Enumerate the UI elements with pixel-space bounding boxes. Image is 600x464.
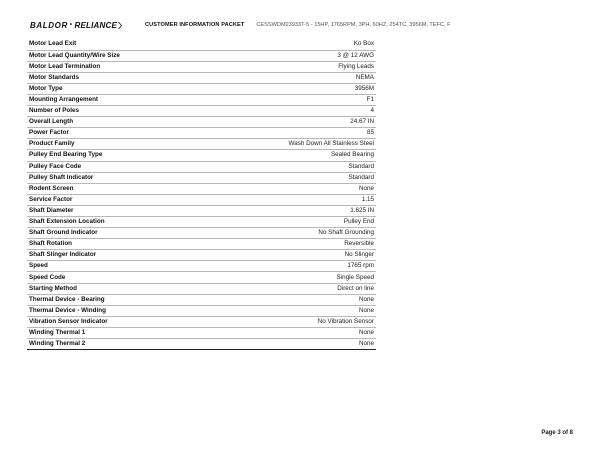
spec-label: Overall Length: [27, 117, 207, 128]
spec-row: [27, 205, 376, 216]
spec-label: Thermal Device - Bearing: [27, 294, 207, 305]
spec-table: [27, 39, 376, 350]
spec-value: 1.625 IN: [207, 205, 376, 216]
spec-value: None: [207, 327, 376, 338]
spec-label: Vibration Sensor Indicator: [27, 316, 207, 327]
spec-value: Standard: [207, 172, 376, 183]
spec-label: Thermal Device - Winding: [27, 305, 207, 316]
spec-label: Motor Lead Exit: [27, 39, 207, 50]
spec-label: Starting Method: [27, 283, 207, 294]
spec-label: Motor Lead Quantity/Wire Size: [27, 50, 207, 61]
spec-value: None: [207, 294, 376, 305]
spec-row: [27, 117, 376, 128]
spec-value: 24.67 IN: [207, 117, 376, 128]
spec-row: [27, 339, 376, 350]
spec-label: Mounting Arrangement: [27, 94, 207, 105]
spec-label: Product Family: [27, 139, 207, 150]
spec-label: Service Factor: [27, 194, 207, 205]
spec-row: [27, 272, 376, 283]
spec-value: Pulley End: [207, 217, 376, 228]
document-title: CUSTOMER INFORMATION PACKET: [145, 22, 245, 28]
spec-label: Motor Type: [27, 83, 207, 94]
spec-label: Winding Thermal 2: [27, 339, 207, 350]
spec-value: Single Speed: [207, 272, 376, 283]
spec-row: [27, 294, 376, 305]
spec-row: [27, 239, 376, 250]
spec-value: Wash Down All Stainless Steel: [207, 139, 376, 150]
spec-row: [27, 61, 376, 72]
spec-label: Power Factor: [27, 128, 207, 139]
spec-value: None: [207, 183, 376, 194]
spec-row: [27, 316, 376, 327]
spec-row: [27, 305, 376, 316]
page-number: Page 3 of 8: [541, 430, 573, 436]
spec-row: [27, 150, 376, 161]
spec-value: Flying Leads: [207, 61, 376, 72]
spec-label: Shaft Rotation: [27, 239, 207, 250]
spec-value: Reversible: [207, 239, 376, 250]
spec-row: [27, 128, 376, 139]
spec-label: Shaft Extension Location: [27, 217, 207, 228]
spec-label: Motor Standards: [27, 72, 207, 83]
logo-arrow-icon: [118, 22, 123, 29]
logo-reliance-text: RELIANCE: [74, 20, 118, 30]
spec-table-body: [27, 39, 376, 350]
spec-label: Motor Lead Termination: [27, 61, 207, 72]
spec-value: Standard: [207, 161, 376, 172]
spec-row: [27, 194, 376, 205]
spec-row: [27, 39, 376, 50]
spec-label: Shaft Slinger Indicator: [27, 250, 207, 261]
spec-value: 3 @ 12 AWG: [207, 50, 376, 61]
spec-label: Pulley End Bearing Type: [27, 150, 207, 161]
spec-label: Number of Poles: [27, 106, 207, 117]
spec-value: No Vibration Sensor: [207, 316, 376, 327]
spec-value: Ko Box: [207, 39, 376, 50]
spec-label: Speed: [27, 261, 207, 272]
spec-value: None: [207, 339, 376, 350]
spec-row: [27, 172, 376, 183]
spec-value: 85: [207, 128, 376, 139]
spec-row: [27, 261, 376, 272]
spec-value: None: [207, 305, 376, 316]
spec-row: [27, 94, 376, 105]
logo-baldor-text: BALDOR: [30, 20, 68, 30]
spec-row: [27, 327, 376, 338]
spec-label: Winding Thermal 1: [27, 327, 207, 338]
spec-row: [27, 228, 376, 239]
spec-label: Shaft Diameter: [27, 205, 207, 216]
spec-row: [27, 183, 376, 194]
spec-row: [27, 106, 376, 117]
spec-value: NEMA: [207, 72, 376, 83]
spec-value: No Slinger: [207, 250, 376, 261]
spec-label: Rodent Screen: [27, 183, 207, 194]
spec-row: [27, 217, 376, 228]
brand-logo: [30, 21, 123, 30]
spec-value: 1.15: [207, 194, 376, 205]
spec-value: No Shaft Grounding: [207, 228, 376, 239]
spec-row: [27, 283, 376, 294]
spec-row: [27, 72, 376, 83]
page-header: [30, 18, 590, 32]
spec-label: Speed Code: [27, 272, 207, 283]
spec-row: [27, 83, 376, 94]
spec-value: 4: [207, 106, 376, 117]
spec-row: [27, 50, 376, 61]
spec-row: [27, 161, 376, 172]
spec-row: [27, 139, 376, 150]
spec-label: Pulley Face Code: [27, 161, 207, 172]
spec-value: F1: [207, 94, 376, 105]
spec-value: 1765 rpm: [207, 261, 376, 272]
spec-value: Direct on line: [207, 283, 376, 294]
spec-label: Pulley Shaft Indicator: [27, 172, 207, 183]
logo-dot-separator: •: [69, 22, 73, 28]
document-subtitle: CESSWDM23933T-5 - 15HP, 1765RPM, 3PH, 60HZ, 254TC, 3956M, TEFC, F: [256, 22, 451, 28]
spec-label: Shaft Ground Indicator: [27, 228, 207, 239]
spec-value: 3956M: [207, 83, 376, 94]
spec-row: [27, 250, 376, 261]
spec-value: Sealed Bearing: [207, 150, 376, 161]
